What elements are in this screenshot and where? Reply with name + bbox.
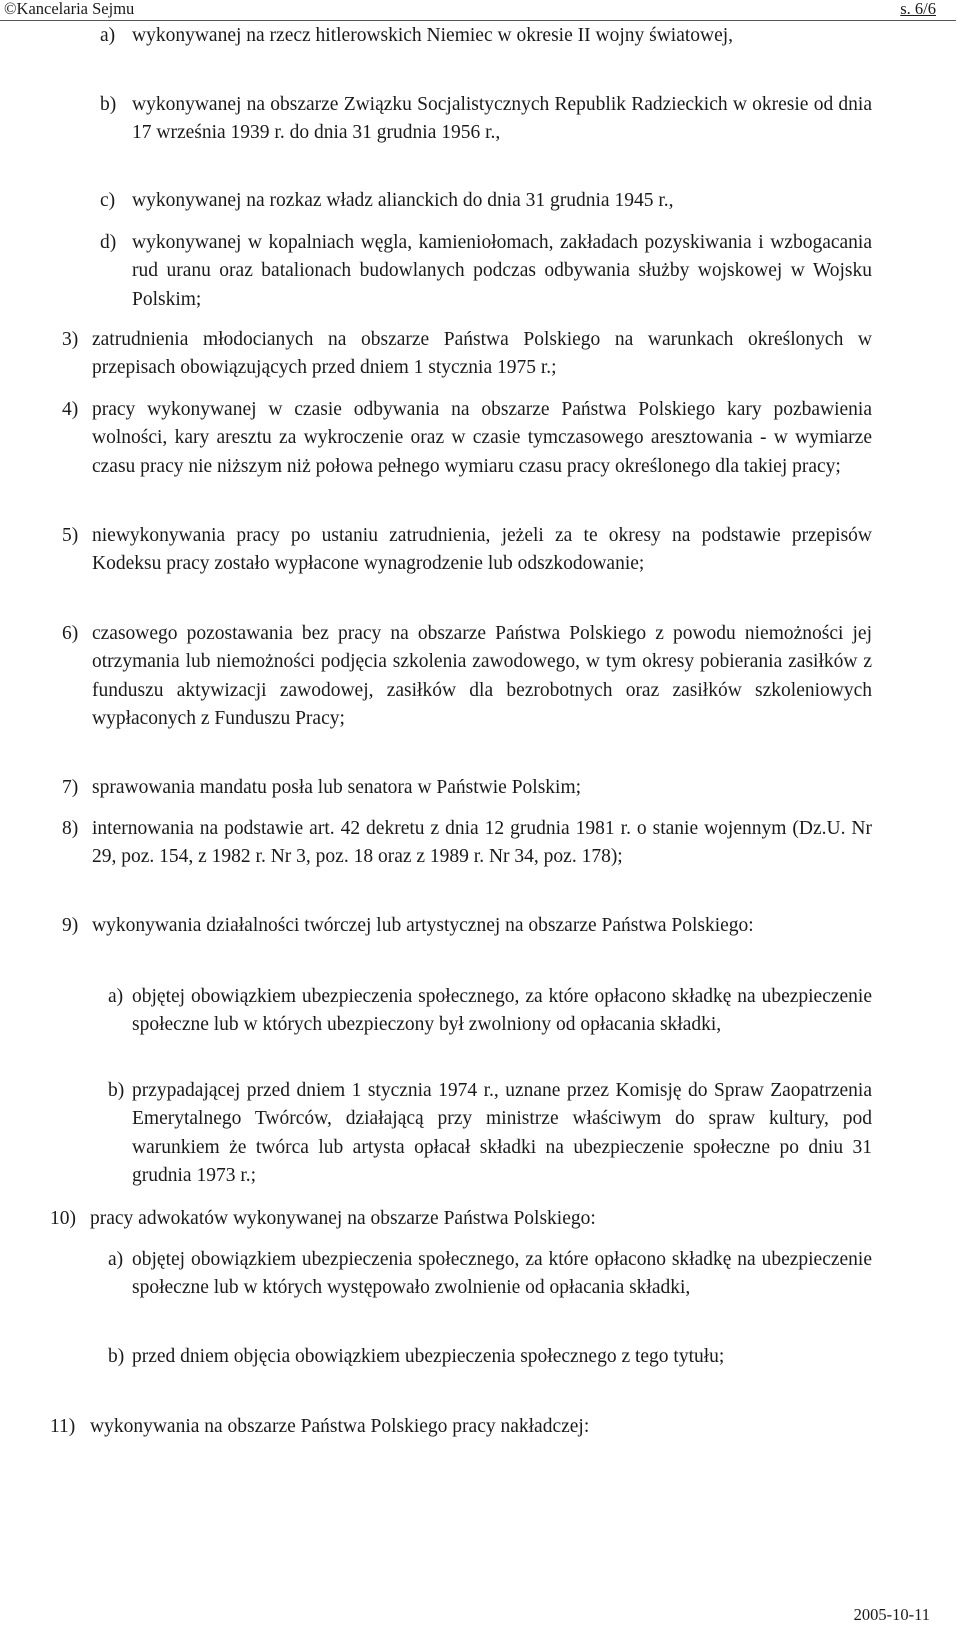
list-item-5	[62, 522, 872, 579]
item-label: b)	[100, 94, 117, 115]
item-text: internowania na podstawie art. 42 dekretu z dnia 12 grudnia 1981 r. o stanie wojennym (Dz.U. Nr 29, poz. 154, z 1982 r. Nr 3, poz. 18 oraz z 1989 r. Nr 34, poz. 178);	[92, 818, 872, 868]
item-text: pracy adwokatów wykonywanej na obszarze Państwa Polskiego:	[90, 1208, 596, 1229]
item-label: 4)	[62, 399, 79, 420]
list-item-2a	[100, 22, 872, 50]
footer-date: 2005-10-11	[853, 1605, 930, 1624]
item-text: sprawowania mandatu posła lub senatora w Państwie Polskim;	[92, 777, 582, 798]
item-text: niewykonywania pracy po ustaniu zatrudnienia, jeżeli za te okresy na podstawie przepisów Kodeksu pracy zostało wypłacone wynagrodzenie lub odszkodowanie;	[92, 525, 872, 575]
list-item-6	[62, 620, 872, 733]
item-text: objętej obowiązkiem ubezpieczenia społecznego, za które opłacono składkę na ubezpieczenie społeczne lub w których występowało zwolnienie od opłacania składki,	[132, 1249, 872, 1299]
item-label: c)	[100, 190, 116, 211]
item-label: a)	[100, 25, 116, 46]
item-label: 6)	[62, 623, 79, 644]
item-label: 7)	[62, 777, 79, 798]
item-text: przypadającej przed dniem 1 stycznia 1974 r., uznane przez Komisję do Spraw Zaopatrzenia Emerytalnego Twórców, działającą przy ministrze właściwym do spraw kultury, pod warunkiem że twórca lub artysta opłacał składki na ubezpieczenie społeczne po dniu 31 grudnia 1973 r.;	[132, 1080, 872, 1186]
list-item-2c	[100, 187, 872, 215]
list-item-10b	[108, 1343, 872, 1371]
item-text: pracy wykonywanej w czasie odbywania na obszarze Państwa Polskiego kary pozbawienia wolności, kary aresztu za wykroczenie oraz w czasie tymczasowego aresztowania - w wymiarze czasu pracy nie niższym niż połowa pełnego wymiaru czasu pracy określonego dla takiej pracy;	[92, 399, 872, 477]
item-label: 10)	[50, 1208, 76, 1229]
item-text: wykonywanej na obszarze Związku Socjalistycznych Republik Radzieckich w okresie od dnia 17 września 1939 r. do dnia 31 grudnia 1956 r.,	[132, 94, 872, 144]
item-label: 3)	[62, 329, 79, 350]
item-text: czasowego pozostawania bez pracy na obszarze Państwa Polskiego z powodu niemożności jej otrzymania lub niemożności podjęcia szkolenia zawodowego, w tym okresy pobierania zasiłków z funduszu aktywizacji zawodowej, zasiłków dla bezrobotnych oraz zasiłków szkoleniowych wypłaconych z Funduszu Pracy;	[92, 623, 872, 729]
item-label: a)	[108, 1249, 124, 1270]
page-number-link[interactable]: s. 6/6	[900, 0, 936, 18]
page-number[interactable]	[900, 0, 936, 19]
item-label: 5)	[62, 525, 79, 546]
item-label: b)	[108, 1080, 125, 1101]
list-item-4	[62, 396, 872, 481]
header-divider	[0, 20, 956, 21]
list-item-9b	[108, 1077, 872, 1190]
item-text: wykonywania działalności twórczej lub artystycznej na obszarze Państwa Polskiego:	[92, 915, 754, 936]
item-label: b)	[108, 1346, 125, 1367]
list-item-11	[50, 1413, 872, 1441]
item-text: zatrudnienia młodocianych na obszarze Państwa Polskiego na warunkach określonych w przepisach obowiązujących przed dniem 1 stycznia 1975 r.;	[92, 329, 872, 379]
item-label: d)	[100, 232, 117, 253]
list-item-7	[62, 774, 872, 802]
list-item-2b	[100, 91, 872, 148]
item-label: 9)	[62, 915, 79, 936]
item-label: 8)	[62, 818, 79, 839]
list-item-3	[62, 326, 872, 383]
list-item-8	[62, 815, 872, 872]
item-text: wykonywanej w kopalniach węgla, kamieniołomach, zakładach pozyskiwania i wzbogacania rud uranu oraz batalionach budowlanych podczas odbywania służby wojskowej w Wojsku Polskim;	[132, 232, 872, 310]
item-text: wykonywanej na rozkaz władz alianckich do dnia 31 grudnia 1945 r.,	[132, 190, 674, 211]
list-item-9a	[108, 983, 872, 1040]
list-item-2d	[100, 229, 872, 314]
item-text: wykonywanej na rzecz hitlerowskich Niemiec w okresie II wojny światowej,	[132, 25, 734, 46]
list-item-10a	[108, 1246, 872, 1303]
item-text: wykonywania na obszarze Państwa Polskiego pracy nakładczej:	[90, 1416, 590, 1437]
list-item-9	[62, 912, 872, 940]
item-label: a)	[108, 986, 124, 1007]
item-text: przed dniem objęcia obowiązkiem ubezpieczenia społecznego z tego tytułu;	[132, 1346, 725, 1367]
item-label: 11)	[50, 1416, 76, 1437]
item-text: objętej obowiązkiem ubezpieczenia społecznego, za które opłacono składkę na ubezpieczenie społeczne lub w których ubezpieczony był zwolniony od opłacania składki,	[132, 986, 872, 1036]
header-source: ©Kancelaria Sejmu	[4, 0, 135, 18]
list-item-10	[50, 1205, 872, 1233]
